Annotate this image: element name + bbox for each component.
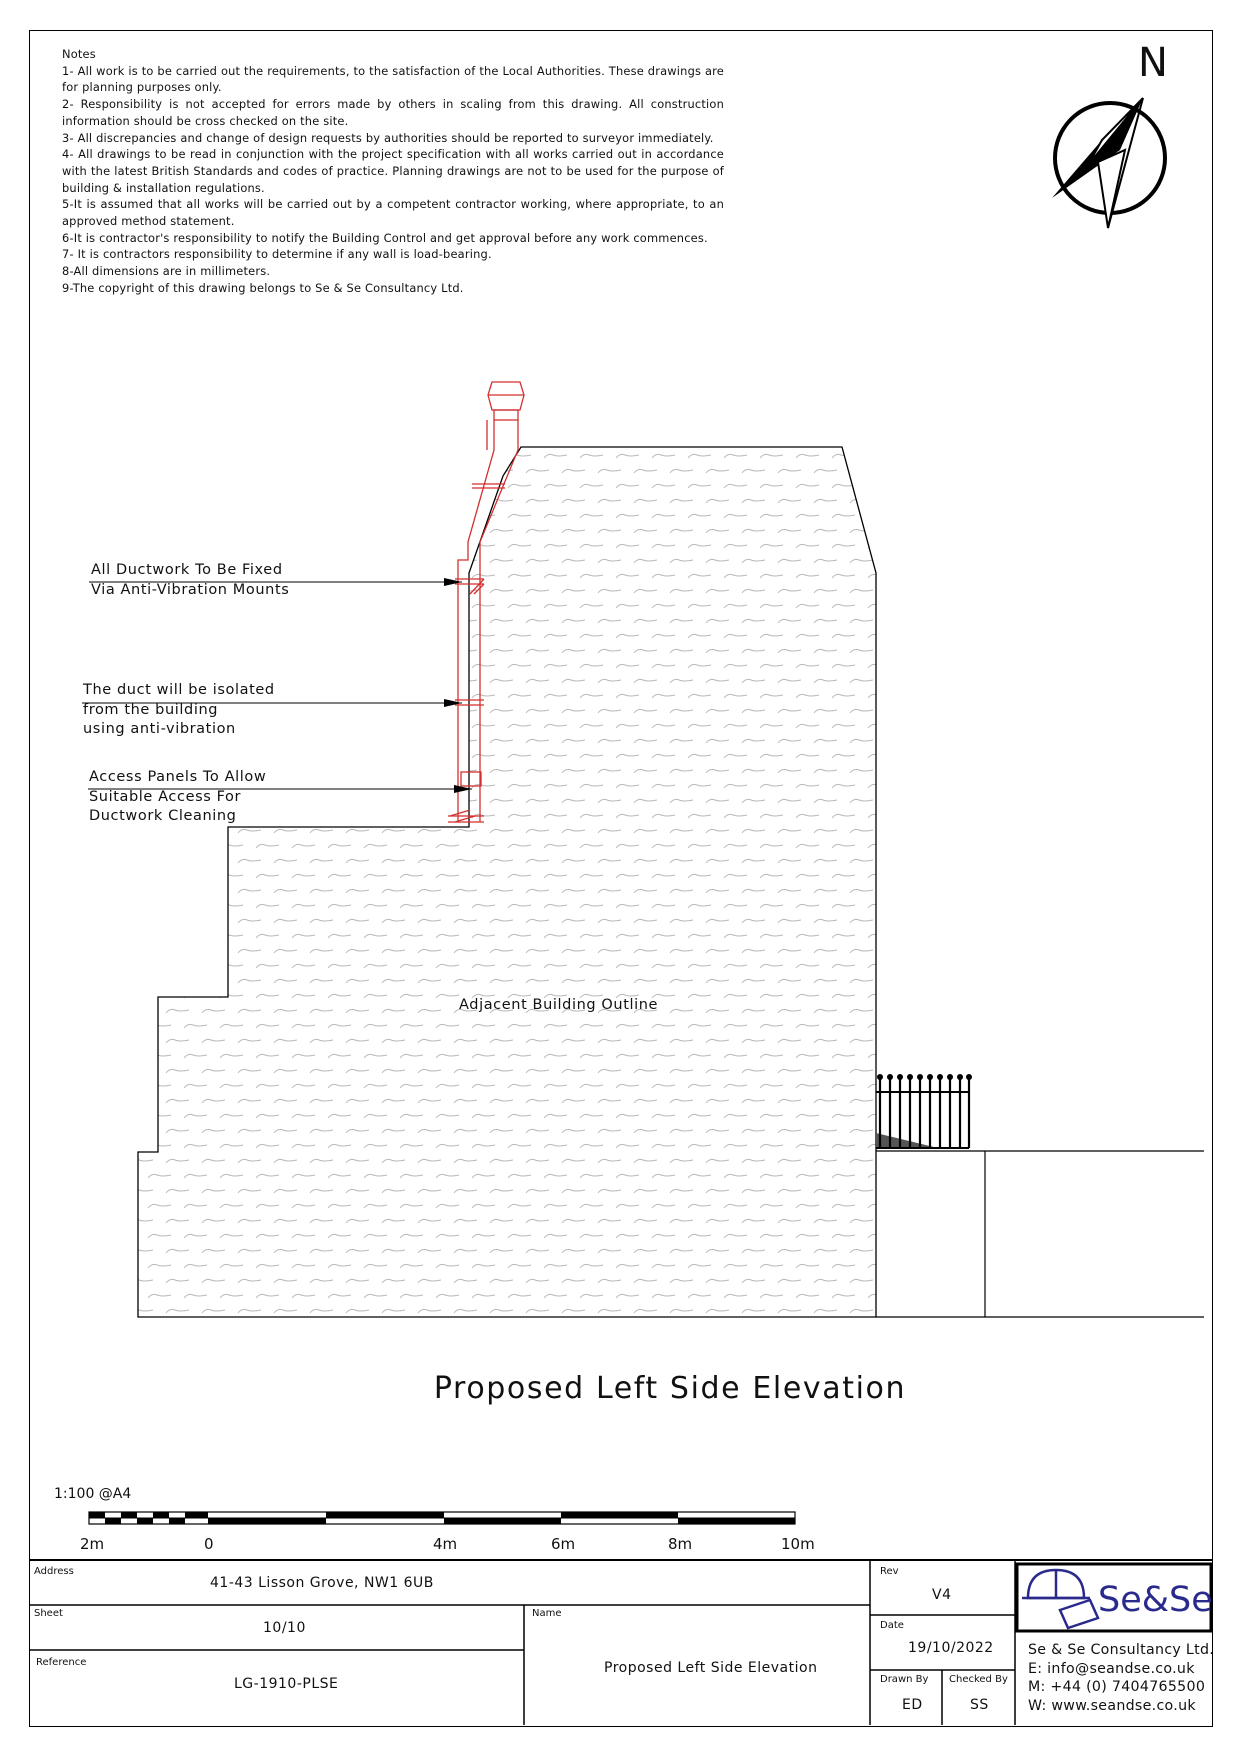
- annotation-access-panels: [89, 768, 266, 827]
- annotation-line: Ductwork Cleaning: [89, 808, 237, 824]
- notes-heading: Notes: [62, 47, 96, 61]
- note-item: 3- All discrepancies and change of design requests by authorities should be reported to surveyor immediately.: [62, 130, 714, 145]
- date-label: Date: [880, 1620, 904, 1631]
- note-item: 7- It is contractors responsibility to determine if any wall is load-bearing.: [62, 247, 492, 262]
- company-name: Se & Se Consultancy Ltd.: [1028, 1642, 1215, 1658]
- north-label: N: [1138, 40, 1168, 86]
- annotation-ductwork-mounts: [91, 561, 289, 600]
- scale-ratio: 1:100 @A4: [54, 1486, 132, 1502]
- ground-line: [876, 1151, 1204, 1317]
- scale-tick-label: 2m: [80, 1535, 105, 1553]
- annotation-duct-isolated: [83, 681, 275, 740]
- reference-label: Reference: [36, 1657, 87, 1668]
- adjacent-building-label: Adjacent Building Outline: [459, 997, 659, 1013]
- address-label: Address: [34, 1566, 74, 1577]
- drawn-by-value: ED: [902, 1697, 923, 1713]
- company-logo-text: Se&Se: [1098, 1580, 1213, 1620]
- company-email: E: info@seandse.co.uk: [1028, 1660, 1195, 1677]
- annotation-line: The duct will be isolated: [83, 682, 275, 698]
- name-label: Name: [532, 1608, 562, 1619]
- scale-tick-label: 10m: [781, 1535, 815, 1553]
- checked-by-label: Checked By: [949, 1674, 1008, 1685]
- reference-value: LG-1910-PLSE: [234, 1676, 339, 1692]
- scale-bar: [89, 1512, 795, 1524]
- north-arrow-icon: [1052, 98, 1165, 228]
- note-item: 5-It is assumed that all works will be carried out by a competent contractor working, where appropriate, to an approved method statement.: [62, 197, 724, 229]
- address-value: 41-43 Lisson Grove, NW1 6UB: [210, 1575, 434, 1591]
- annotation-line: Via Anti-Vibration Mounts: [91, 581, 290, 598]
- annotation-line: Access Panels To Allow: [89, 769, 267, 785]
- note-item: 1- All work is to be carried out the requirements, to the satisfaction of the Local Authorities. These drawings are for planning purposes only.: [62, 63, 724, 95]
- scale-tick-label: 4m: [433, 1535, 458, 1553]
- rev-label: Rev: [880, 1566, 899, 1577]
- company-web: W: www.seandse.co.uk: [1028, 1697, 1196, 1714]
- note-item: 6-It is contractor's responsibility to notify the Building Control and get approval before any work commences.: [62, 230, 708, 245]
- checked-by-value: SS: [970, 1697, 989, 1713]
- note-item: 9-The copyright of this drawing belongs to Se & Se Consultancy Ltd.: [62, 280, 464, 295]
- helmet-logo-icon: [1022, 1570, 1098, 1628]
- scale-tick-label: 8m: [668, 1535, 693, 1553]
- note-item: 2- Responsibility is not accepted for errors made by others in scaling from this drawing. All construction information should be cross checked on the site.: [62, 97, 724, 128]
- scale-tick-label: 0: [204, 1535, 214, 1553]
- drawn-by-label: Drawn By: [880, 1674, 929, 1685]
- sheet-value: 10/10: [263, 1620, 306, 1636]
- company-phone: M: +44 (0) 7404765500: [1028, 1679, 1206, 1695]
- annotation-line: Suitable Access For: [89, 788, 242, 805]
- note-item: 4- All drawings to be read in conjunction with the project specification with all works carried out in accordance with the latest British Standards and codes of practice. Planning drawings are not to be used for the purpose of building & installation regulations.: [62, 147, 724, 195]
- scale-tick-label: 6m: [551, 1535, 576, 1553]
- railing: [876, 1074, 972, 1148]
- date-value: 19/10/2022: [908, 1640, 994, 1656]
- sheet-label: Sheet: [34, 1608, 63, 1619]
- annotation-line: from the building: [83, 701, 219, 718]
- annotation-line: using anti-vibration: [83, 721, 236, 737]
- rev-value: V4: [932, 1587, 952, 1603]
- company-contact: [1028, 1641, 1214, 1715]
- annotation-line: All Ductwork To Be Fixed: [91, 562, 283, 578]
- note-item: 8-All dimensions are in millimeters.: [62, 264, 271, 279]
- name-value: Proposed Left Side Elevation: [604, 1660, 818, 1676]
- drawing-title: Proposed Left Side Elevation: [433, 1371, 907, 1406]
